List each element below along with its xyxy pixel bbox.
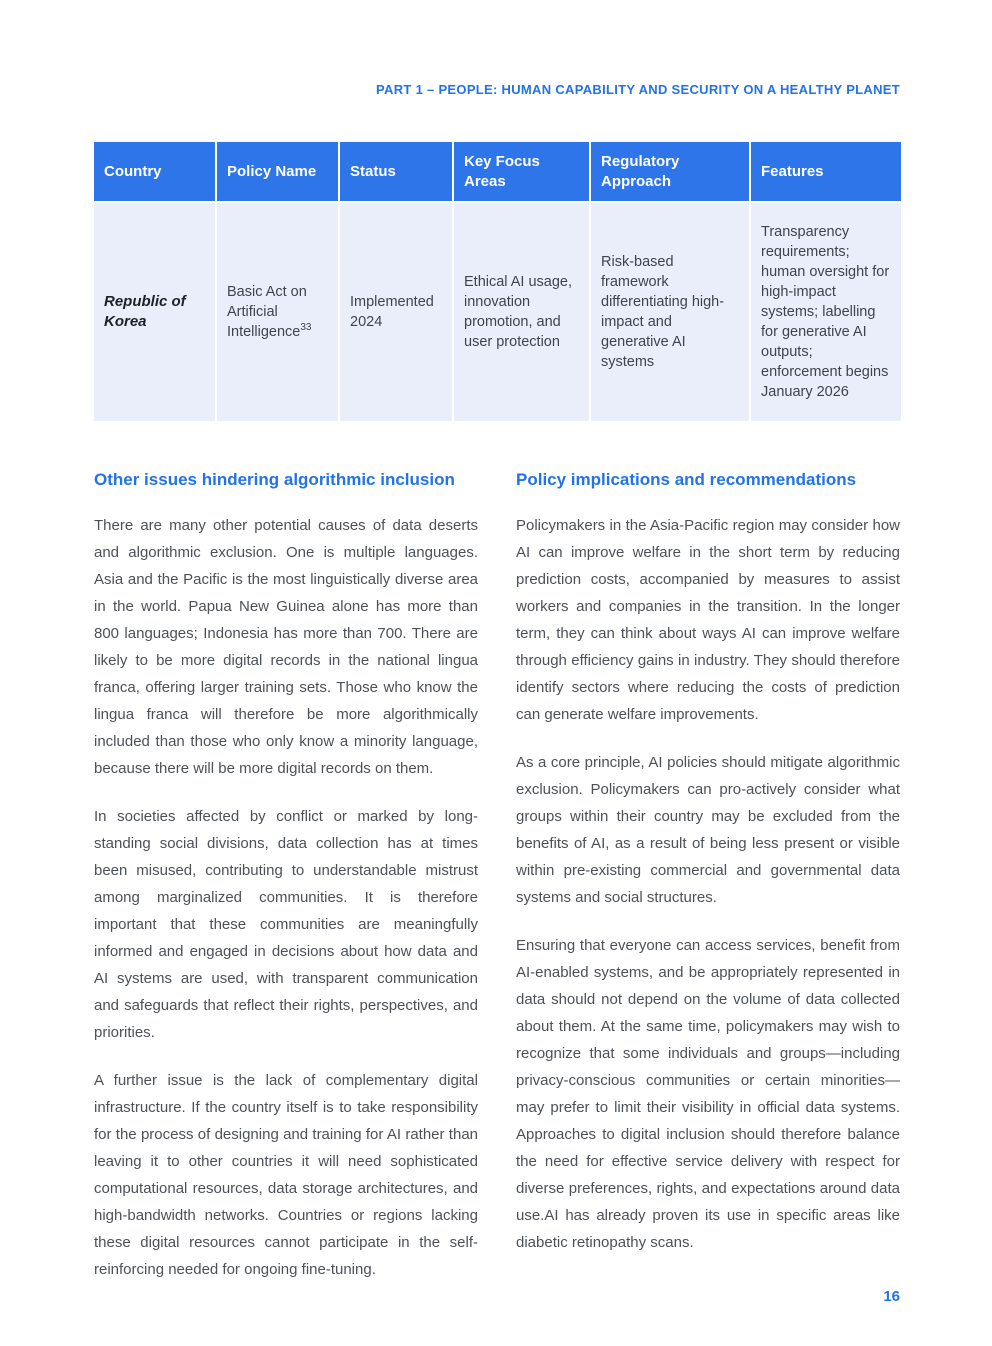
- table-cell-policy-name: [217, 203, 338, 421]
- table-cell-features: Transparency requirements; human oversight for high-impact systems; labelling for generative AI outputs; enforcement begins January 2026: [751, 203, 901, 421]
- table-header-policy-name: Policy Name: [217, 142, 338, 201]
- page-number: 16: [883, 1288, 900, 1305]
- left-section-heading: Other issues hindering algorithmic inclusion: [94, 470, 455, 489]
- table-cell-country: Republic of Korea: [94, 203, 215, 421]
- table-cell-status: Implemented 2024: [340, 203, 452, 421]
- table-header-key-focus-areas: Key Focus Areas: [454, 142, 589, 201]
- right-section-heading: Policy implications and recommendations: [516, 470, 857, 489]
- table-header-country: Country: [94, 142, 215, 201]
- body-columns: [94, 468, 900, 1304]
- right-column: [516, 468, 900, 1304]
- table-header-status: Status: [340, 142, 452, 201]
- policy-table: [94, 142, 900, 421]
- left-column-paragraphs: [94, 512, 478, 1283]
- paragraph: In societies affected by conflict or marked by long-standing social divisions, data collection has at times been misused, contributing to understandable mistrust among marginalized communities. It is therefore important that these communities are meaningfully informed and engaged in decisions about how data and AI systems are used, with transparent communication and safeguards that reflect their rights, perspectives, and priorities.: [94, 808, 478, 1041]
- table-cell-regulatory-approach: Risk-based framework differentiating high-impact and generative AI systems: [591, 203, 749, 421]
- paragraph: A further issue is the lack of complementary digital infrastructure. If the country itself is to take responsibility for the process of designing and training for AI rather than leaving it to other countries it will need sophisticated computational resources, data storage architectures, and high-bandwidth networks. Countries or regions lacking these digital resources cannot participate in the self-reinforcing needed for ongoing fine-tuning.: [94, 1072, 478, 1278]
- paragraph: There are many other potential causes of data deserts and algorithmic exclusion. One is multiple languages. Asia and the Pacific is the most linguistically diverse area in the world. Papua New Guinea alone has more than 800 languages; Indonesia has more than 700. There are likely to be more digital records in the national lingua franca, offering larger training sets. Those who know the lingua franca will therefore be more algorithmically included than those who only know a minority language, because there will be more digital records on them.: [94, 517, 478, 777]
- paragraph: As a core principle, AI policies should mitigate algorithmic exclusion. Policymakers can pro-actively consider what groups within their country may be excluded from the benefits of AI, as a result of being less present or visible within pre-existing commercial and governmental data systems and social structures.: [516, 754, 900, 906]
- footnote-reference: 33: [300, 322, 312, 334]
- paragraph: Policymakers in the Asia-Pacific region may consider how AI can improve welfare in the short term by reducing prediction costs, accompanied by measures to assist workers and companies in the transition. In the longer term, they can think about ways AI can improve welfare through efficiency gains in industry. They should therefore identify sectors where reducing the costs of prediction can generate welfare improvements.: [516, 517, 900, 723]
- paragraph: Ensuring that everyone can access services, benefit from AI-enabled systems, and be appropriately represented in data should not depend on the volume of data collected about them. At the same time, policymakers may wish to recognize that some individuals and groups—including privacy-conscious communities or certain minorities—may prefer to limit their visibility in official data systems. Approaches to digital inclusion should therefore balance the need for effective service delivery with respect for diverse preferences, rights, and expectations around data use.AI has already proven its use in specific areas like diabetic retinopathy scans.: [516, 937, 900, 1251]
- table-header-regulatory-approach: Regulatory Approach: [591, 142, 749, 201]
- right-column-paragraphs: [516, 512, 900, 1256]
- running-header: PART 1 – PEOPLE: HUMAN CAPABILITY AND SECURITY ON A HEALTHY PLANET: [376, 82, 900, 97]
- policy-name-text: Basic Act on Artificial Intelligence: [227, 284, 307, 340]
- left-column: [94, 468, 478, 1304]
- table-cell-key-focus-areas: Ethical AI usage, innovation promotion, and user protection: [454, 203, 589, 421]
- table-header-features: Features: [751, 142, 901, 201]
